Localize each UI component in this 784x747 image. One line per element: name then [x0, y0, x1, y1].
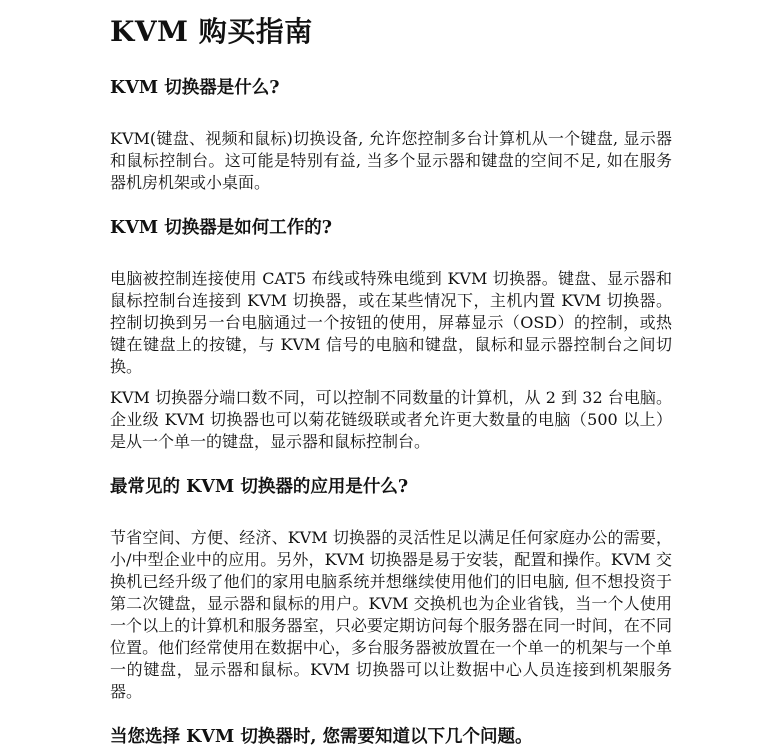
- page-title: KVM 购买指南: [110, 15, 313, 48]
- paragraph-what-is-kvm: KVM(键盘、视频和鼠标)切换设备, 允许您控制多台计算机从一个键盘, 显示器和鼠标控制台。这可能是特别有益, 当多个显示器和键盘的空间不足, 如在服务器机房机架或小桌面。: [110, 129, 672, 192]
- paragraph-common-applications: 节省空间、方便、经济、KVM 切换器的灵活性足以满足任何家庭办公的需要，小/中型企业中的应用。另外，KVM 切换器是易于安装，配置和操作。KVM 交换机已经升级了他们的家用电脑系统并想继续使用他们的旧电脑, 但不想投资于第二次键盘，显示器和鼠标的用户。KVM 交换机也为企业省钱，当一个人使用一个以上的计算机和服务器室，只必要定期访问每个服务器在同一时间，在不同位置。他们经常使用在数据中心，多台服务器被放置在一个单一的机架与一个单一的键盘，显示器和鼠标。KVM 切换器可以让数据中心人员连接到机架服务器。: [110, 528, 672, 701]
- paragraph-how-it-works-2: KVM 切换器分端口数不同，可以控制不同数量的计算机，从 2 到 32 台电脑。企业级 KVM 切换器也可以菊花链级联或者允许更大数量的电脑（500 以上）是从一个单一的键盘，显示器和鼠标控制台。: [110, 388, 672, 451]
- section-heading-common-applications: 最常见的 KVM 切换器的应用是什么?: [110, 477, 409, 497]
- section-heading-what-is-kvm: KVM 切换器是什么?: [110, 78, 280, 98]
- section-heading-questions-lead-in: 当您选择 KVM 切换器时, 您需要知道以下几个问题。: [110, 727, 533, 747]
- paragraph-how-it-works-1: 电脑被控制连接使用 CAT5 布线或特殊电缆到 KVM 切换器。键盘、显示器和鼠标控制台连接到 KVM 切换器，或在某些情况下，主机内置 KVM 切换器。控制切换到另一台电脑通过一个按钮的使用，屏幕显示（OSD）的控制，或热键在键盘上的按键，与 KVM 信号的电脑和键盘，鼠标和显示器控制台之间切换。: [110, 269, 672, 376]
- section-heading-how-it-works: KVM 切换器是如何工作的?: [110, 218, 333, 238]
